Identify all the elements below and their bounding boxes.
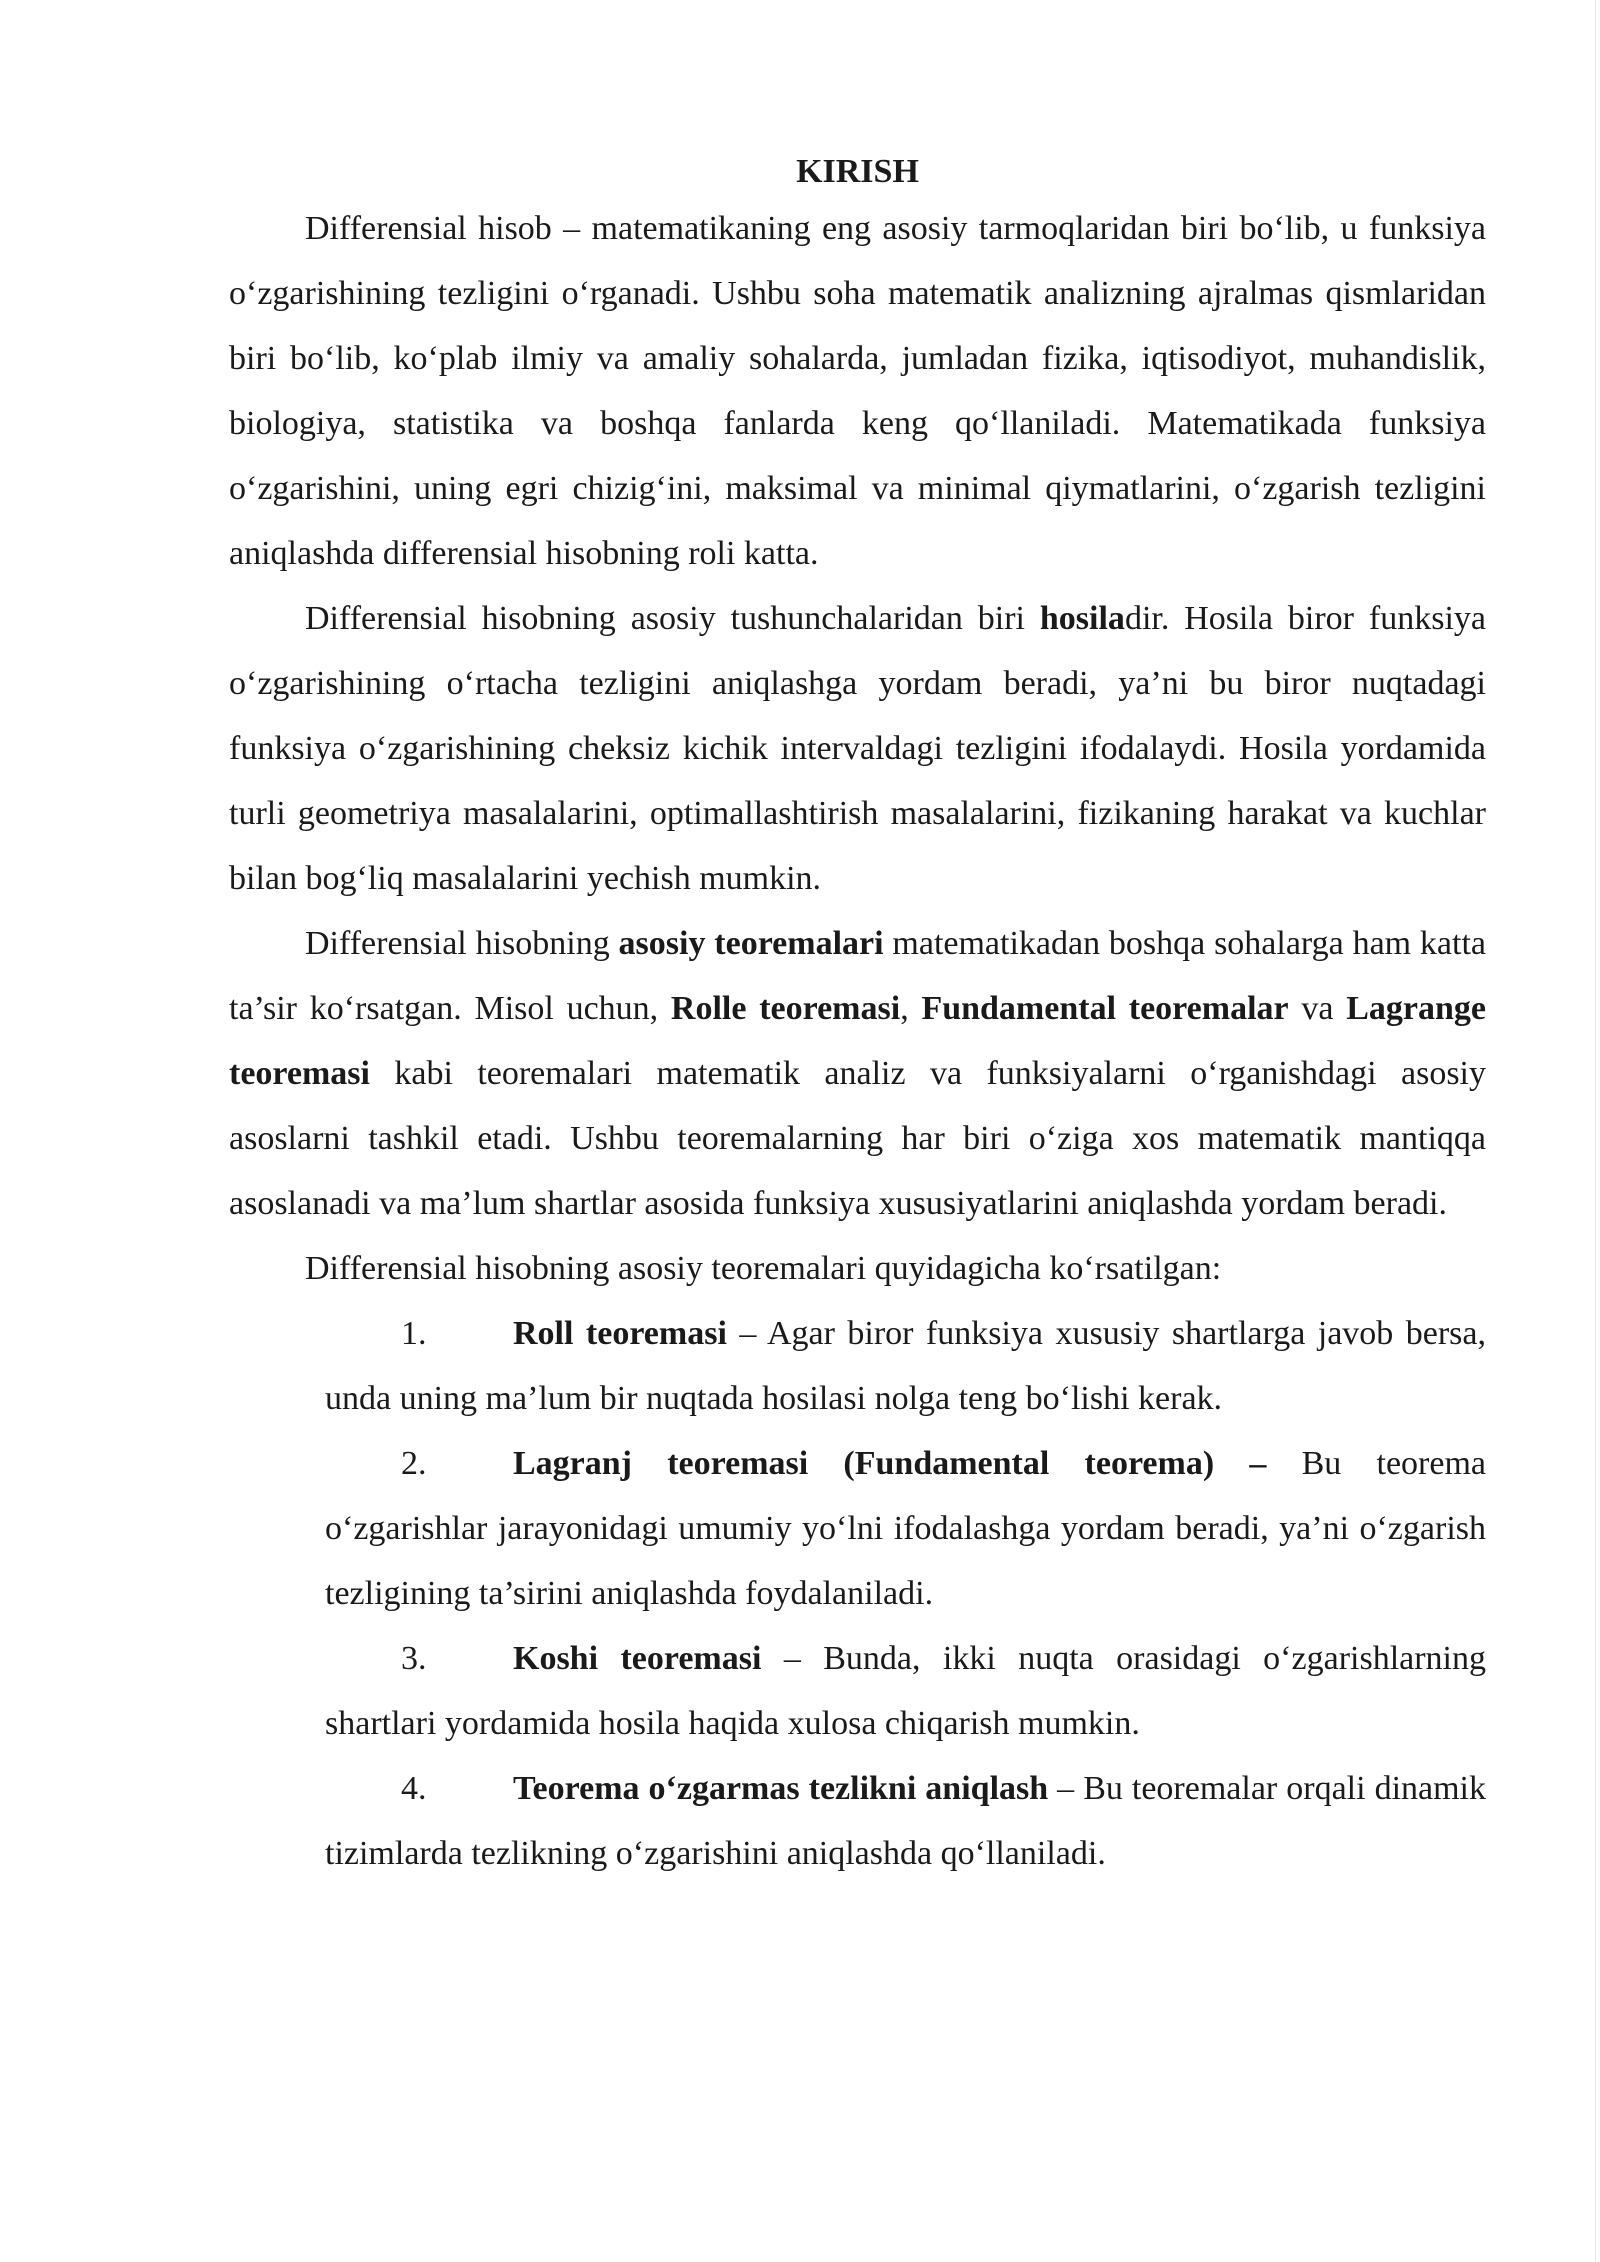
text-run: matematikadan boshqa sohalarga ham katta ta’sir ko‘rsatgan. Misol uchun, [229,925,1487,1027]
list-item [325,1301,1486,1431]
theorem-name: Koshi teoremasi [513,1640,762,1677]
bold-term-hosila: hosila [1039,600,1125,637]
section-title: KIRISH [796,153,919,190]
theorem-description: – Bu teoremalar orqali dinamik tizimlarda tezlikning o‘zgarishini aniqlashda qo‘llaniladi. [325,1770,1486,1872]
bold-term-rolle-teoremasi: Rolle teoremasi [670,990,901,1027]
page-edge-line [1595,0,1596,2262]
list-number: 2. [401,1445,427,1482]
text-run: Differensial hisobning asosiy tushunchalaridan biri [305,600,1040,637]
list-item [325,1756,1486,1886]
list-number: 1. [401,1315,427,1352]
list-item [325,1431,1486,1626]
bold-term-asosiy-teoremalari: asosiy teoremalari [618,925,884,962]
text-run: dir. Hosila biror funksiya o‘zgarishining o‘rtacha tezligini aniqlashga yordam beradi, ya’ni bu biror nuqtadagi funksiya o‘zgarishining cheksiz kichik intervaldagi tezligini ifodalaydi. Hosila yordamida turli geometriya masalalarini, optimallashtirish masalalarini, fizikaning harakat va kuchlar bilan bog‘liq masalalarini yechish mumkin. [229,600,1487,897]
bold-term-lagrange-teoremasi: Lagrange teoremasi [229,990,1486,1092]
text-run: Differensial hisobning [305,925,619,962]
bold-term-fundamental-teoremalar: Fundamental teoremalar [921,990,1289,1027]
list-number: 4. [401,1770,427,1807]
list-item [325,1626,1486,1756]
theorem-name: Roll teoremasi [513,1315,727,1352]
theorem-description: – Bunda, ikki nuqta orasidagi o‘zgarishlarning shartlari yordamida hosila haqida xulosa chiqarish mumkin. [325,1640,1486,1742]
document-body [229,148,1486,1886]
text-run: kabi teoremalari matematik analiz va funksiyalarni o‘rganishdagi asosiy asoslarni tashkil etadi. Ushbu teoremalarning har biri o‘ziga xos matematik mantiqqa asoslanadi va ma’lum shartlar asosida funksiya xususiyatlarini aniqlashda yordam beradi. [229,1055,1486,1222]
paragraph-intro: Differensial hisob – matematikaning eng asosiy tarmoqlaridan biri bo‘lib, u funksiya o‘zgarishining tezligini o‘rganadi. Ushbu soha matematik analizning ajralmas qismlaridan biri bo‘lib, ko‘plab ilmiy va amaliy sohalarda, jumladan fizika, iqtisodiyot, muhandislik, biologiya, statistika va boshqa fanlarda keng qo‘llaniladi. Matematikada funksiya o‘zgarishini, uning egri chizig‘ini, maksimal va minimal qiymatlarini, o‘zgarish tezligini aniqlashda differensial hisobning roli katta. [229,210,1486,572]
theorem-description: – Agar biror funksiya xususiy shartlarga javob bersa, unda uning ma’lum bir nuqtada hosilasi nolga teng bo‘lishi kerak. [325,1315,1486,1417]
text-run: va [1288,990,1347,1027]
paragraph-derivative [229,586,1486,911]
paragraph-list-intro: Differensial hisobning asosiy teoremalari quyidagicha ko‘rsatilgan: [305,1250,1222,1287]
theorem-description: Bu teorema o‘zgarishlar jarayonidagi umumiy yo‘lni ifodalashga yordam beradi, ya’ni o‘zgarish tezligining ta’sirini aniqlashda foydalaniladi. [325,1445,1486,1612]
list-number: 3. [401,1640,427,1677]
text-run: , [900,990,922,1027]
theorem-list [229,1301,1486,1886]
theorem-name: Lagranj teoremasi (Fundamental teorema) – [513,1445,1267,1482]
theorem-name: Teorema o‘zgarmas tezlikni aniqlash [513,1770,1049,1807]
paragraph-theorems-overview [229,911,1486,1236]
